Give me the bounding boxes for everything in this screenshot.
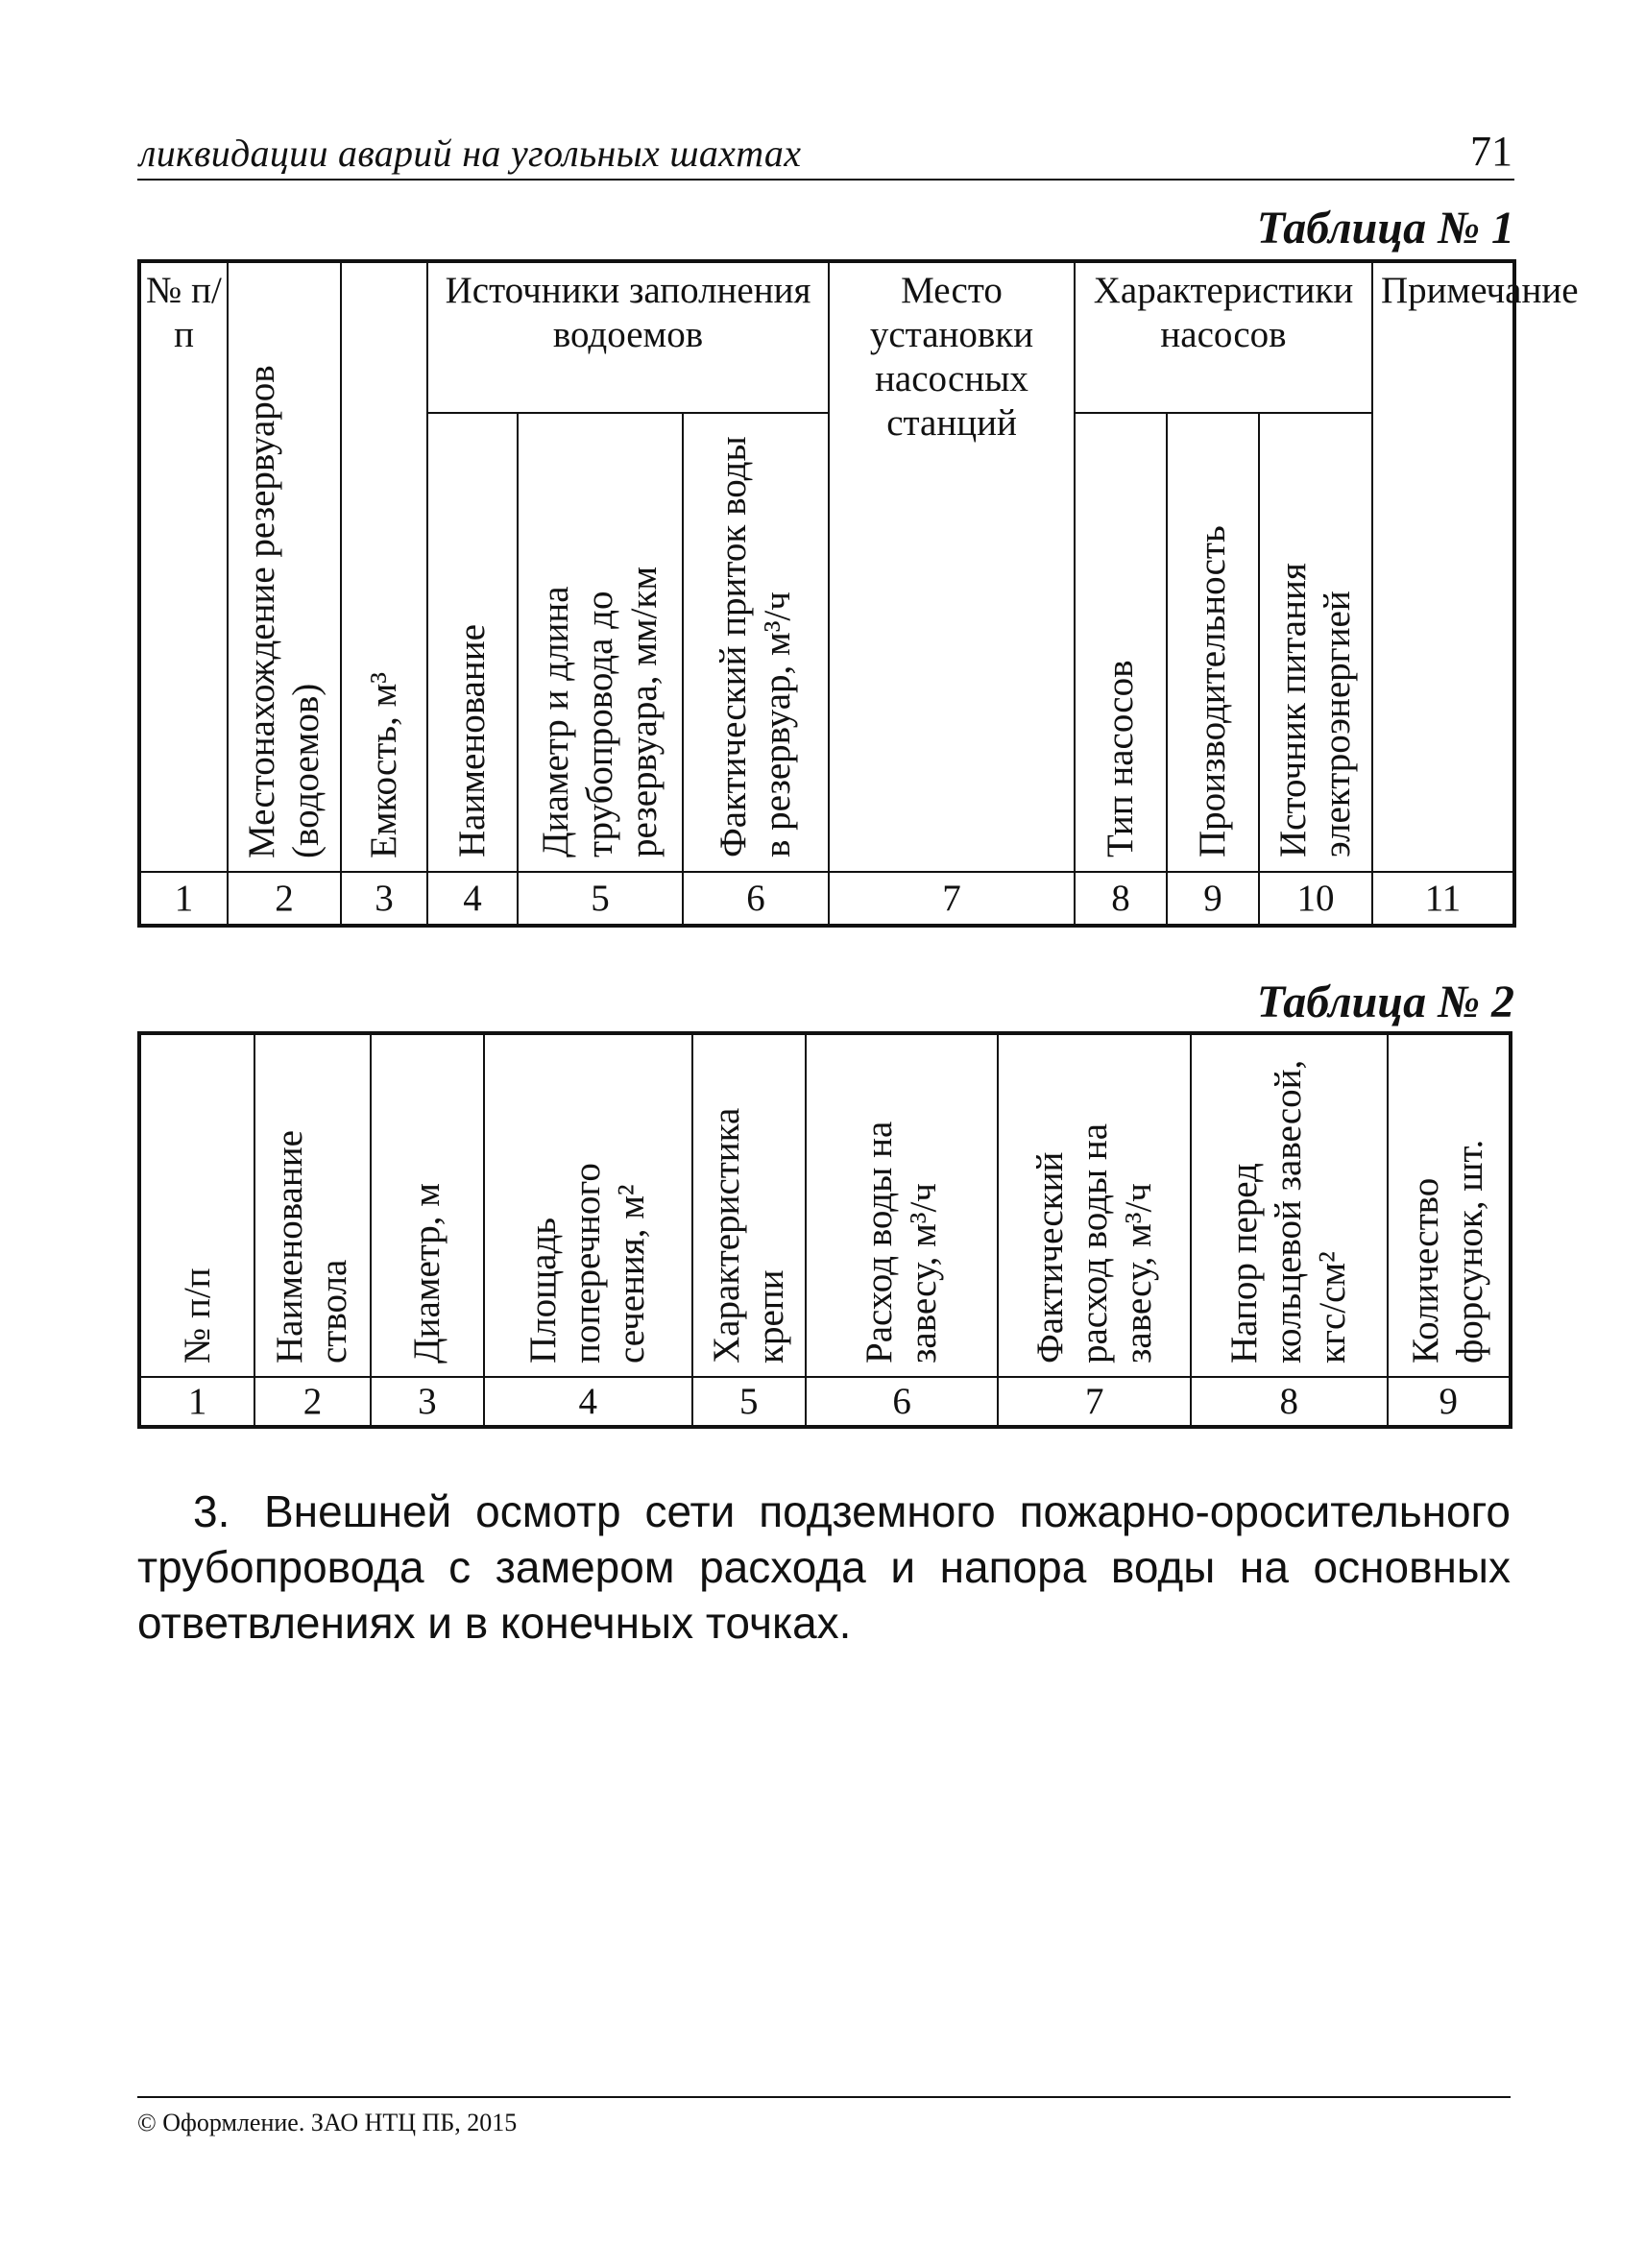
t1-header-actual-inflow: Фактический приток воды в резервуар, м³/ч [683,413,829,872]
t1-colnum-7: 7 [829,872,1075,926]
t1-header-capacity: Емкость, м³ [341,261,427,872]
table-1 [137,259,1579,928]
t2-colnum-7: 7 [998,1377,1191,1427]
t1-colnum-11: 11 [1372,872,1514,926]
t2-header-shaft-name: Наименование ствола [254,1033,370,1377]
t2-header-actual-flow: Фактический расход воды на завесу, м³/ч [998,1033,1191,1377]
t2-colnum-1: 1 [139,1377,254,1427]
t1-colnum-10: 10 [1259,872,1372,926]
t1-header-pumps-group: Характеристики насосов [1075,261,1372,413]
t1-colnum-4: 4 [427,872,518,926]
t2-header-diameter: Диаметр, м [371,1033,484,1377]
table2-caption: Таблица № 2 [1256,977,1514,1027]
t1-header-pipe-diameter: Диаметр и длина трубопровода до резервуара, мм/км [518,413,683,872]
t1-header-number: № п/п [139,261,228,872]
table1-caption: Таблица № 1 [1256,203,1514,253]
table-2 [137,1031,1512,1429]
t2-colnum-6: 6 [806,1377,999,1427]
t2-header-number: № п/п [139,1033,254,1377]
t1-header-source-name: Наименование [427,413,518,872]
item-number: 3. [193,1486,230,1536]
t1-colnum-1: 1 [139,872,228,926]
running-header [137,127,1514,181]
t2-colnum-5: 5 [692,1377,806,1427]
t1-header-capacity-rate: Производительность [1167,413,1259,872]
t1-colnum-2: 2 [228,872,341,926]
t2-colnum-4: 4 [484,1377,692,1427]
t1-header-power-source: Источник питания электроэнергией [1259,413,1372,872]
t1-header-pump-station-place: Место установки насосных станций [829,261,1075,872]
t2-colnum-2: 2 [254,1377,370,1427]
t2-header-nozzles: Количество форсунок, шт. [1388,1033,1511,1377]
t2-header-cross-section: Площадь поперечного сечения, м² [484,1033,692,1377]
t1-header-note: Примечание [1372,261,1514,872]
footer-copyright: © Оформление. ЗАО НТЦ ПБ, 2015 [137,2109,518,2136]
t1-header-location: Местонахождение резервуаров (водоемов) [228,261,341,872]
t2-header-pressure: Напор перед кольцевой завесой, кгс/см² [1191,1033,1388,1377]
t2-header-support-type: Характеристика крепи [692,1033,806,1377]
t2-header-water-flow: Расход воды на завесу, м³/ч [806,1033,999,1377]
page-number: 71 [1470,128,1512,175]
t1-colnum-5: 5 [518,872,683,926]
running-title: ликвидации аварий на угольных шахтах [139,132,802,175]
body-paragraph [137,1484,1511,1651]
t2-colnum-3: 3 [371,1377,484,1427]
t2-colnum-8: 8 [1191,1377,1388,1427]
item-text: Внешней осмотр сети подземного пожарно-оросительного трубопровода с замером расхода и напора воды на основных ответвлениях и в конечных точках. [137,1486,1511,1648]
t1-header-pump-type: Тип насосов [1075,413,1167,872]
t1-colnum-6: 6 [683,872,829,926]
t1-colnum-9: 9 [1167,872,1259,926]
t1-colnum-3: 3 [341,872,427,926]
t1-header-sources-group: Источники заполнения водоемов [427,261,829,413]
t2-colnum-9: 9 [1388,1377,1511,1427]
t1-colnum-8: 8 [1075,872,1167,926]
footer-rule [137,2096,1511,2098]
